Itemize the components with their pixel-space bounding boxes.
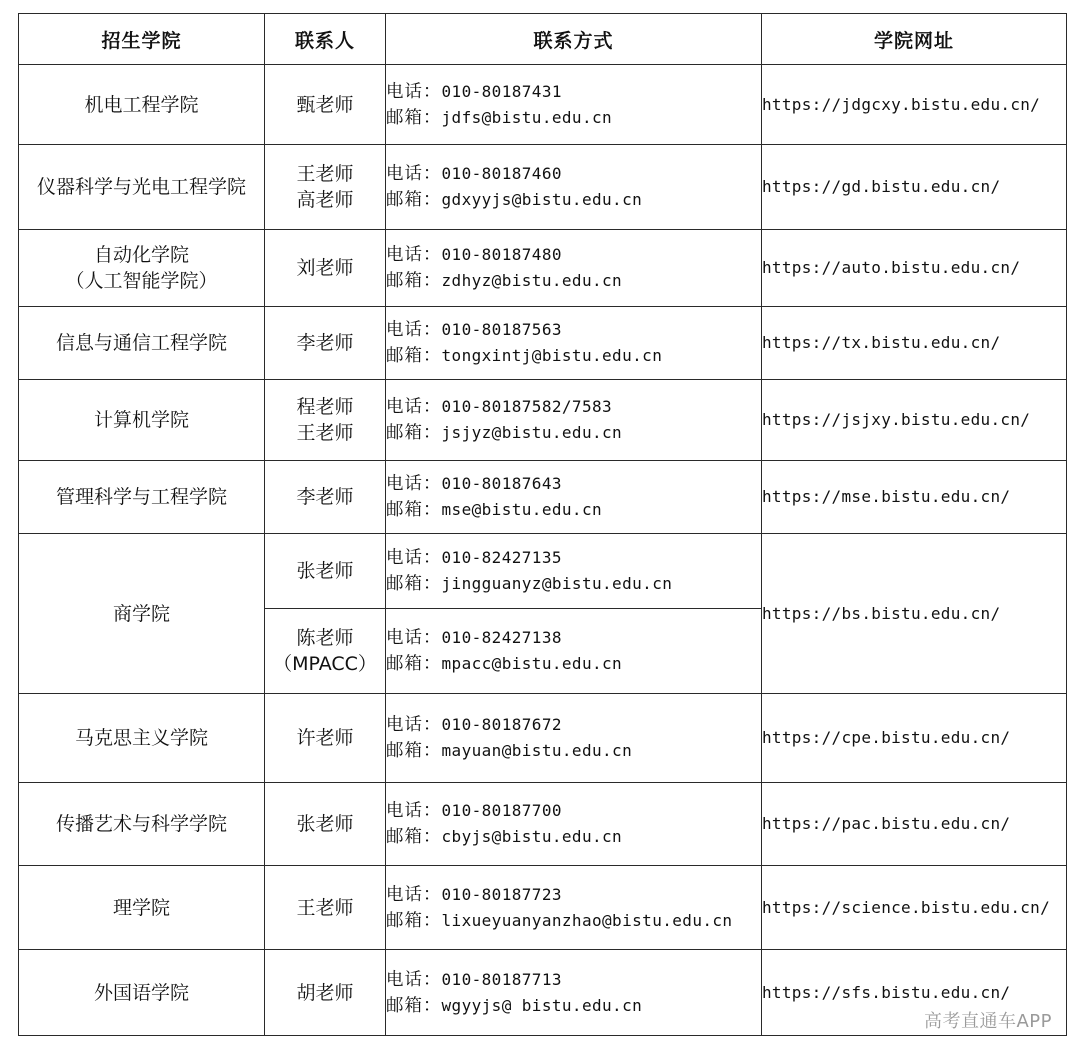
table-row: [19, 65, 1067, 145]
table-row: [19, 307, 1067, 380]
contact-person-cell: [265, 380, 386, 461]
contact-method-cell: [386, 609, 762, 694]
phone-number: 010-80187723: [441, 884, 562, 904]
phone-label: 电话：: [386, 164, 442, 184]
phone-label: 电话：: [386, 548, 442, 568]
email-address: mpacc@bistu.edu.cn: [441, 654, 623, 673]
contact-person-name: 王老师: [296, 163, 354, 185]
email-line: [386, 268, 761, 294]
table-row: [19, 380, 1067, 461]
website-cell: https://mse.bistu.edu.cn/: [762, 461, 1067, 534]
table-row: [19, 145, 1067, 230]
table-row: [19, 461, 1067, 534]
email-address: wgyyjs@ bistu.edu.cn: [441, 995, 643, 1015]
college-cell: [19, 230, 265, 307]
table-row: [19, 950, 1067, 1036]
email-line: [386, 571, 761, 597]
contact-person-name: 王老师: [296, 896, 354, 919]
email-line: [386, 651, 761, 677]
phone-label: 电话：: [386, 81, 442, 102]
college-name: 机电工程学院: [84, 93, 199, 116]
contact-person-name: 许老师: [296, 727, 354, 749]
contact-person-cell: [265, 65, 386, 145]
watermark: 高考直通车APP: [923, 1011, 1052, 1032]
phone-line: [386, 317, 761, 343]
contact-person-cell: [265, 534, 386, 609]
phone-line: [386, 79, 761, 105]
phone-number: 010-80187563: [441, 320, 562, 339]
phone-line: [386, 967, 761, 993]
contact-person-name: 张老师: [296, 560, 354, 582]
contact-person-name: 李老师: [296, 486, 354, 508]
email-label: 邮箱：: [386, 741, 442, 761]
contact-method-cell: [386, 380, 762, 461]
phone-line: [386, 161, 761, 187]
phone-line: [386, 882, 761, 908]
email-label: 邮箱：: [386, 346, 442, 366]
college-name: 传播艺术与科学学院: [55, 813, 227, 835]
phone-label: 电话：: [386, 320, 442, 340]
email-label: 邮箱：: [386, 574, 442, 594]
table-row: [19, 783, 1067, 866]
contact-method-cell: [386, 783, 762, 866]
table-row: [19, 230, 1067, 307]
website-cell: https://science.bistu.edu.cn/: [762, 866, 1067, 950]
email-address: mayuan@bistu.edu.cn: [441, 741, 633, 760]
college-cell: [19, 145, 265, 230]
website-cell: https://auto.bistu.edu.cn/: [762, 230, 1067, 307]
email-address: cbyjs@bistu.edu.cn: [441, 827, 623, 846]
email-label: 邮箱：: [386, 107, 442, 128]
header-contact-method: 联系方式: [386, 14, 762, 65]
email-address: jingguanyz@bistu.edu.cn: [441, 574, 673, 593]
college-name: 马克思主义学院: [74, 727, 208, 749]
phone-label: 电话：: [386, 397, 442, 417]
contact-person-name: 甄老师: [296, 93, 354, 116]
email-label: 邮箱：: [386, 500, 442, 520]
email-address: jdfs@bistu.edu.cn: [441, 107, 613, 127]
header-college: 招生学院: [19, 14, 265, 65]
college-cell: [19, 950, 265, 1036]
header-contact-person: 联系人: [265, 14, 386, 65]
email-label: 邮箱：: [386, 190, 442, 210]
contact-method-cell: [386, 230, 762, 307]
phone-label: 电话：: [386, 715, 442, 735]
phone-line: [386, 242, 761, 268]
contact-method-cell: [386, 307, 762, 380]
college-cell: [19, 65, 265, 145]
college-cell: [19, 694, 265, 783]
college-name: 信息与通信工程学院: [55, 332, 227, 354]
phone-label: 电话：: [386, 245, 442, 265]
email-line: [386, 824, 761, 850]
phone-label: 电话：: [386, 474, 442, 494]
contact-person-name: 陈老师: [296, 627, 354, 649]
phone-label: 电话：: [386, 969, 442, 990]
contact-person-cell: [265, 230, 386, 307]
header-website: 学院网址: [762, 14, 1067, 65]
email-line: [386, 105, 761, 131]
website-cell: https://tx.bistu.edu.cn/: [762, 307, 1067, 380]
phone-number: 010-82427135: [441, 548, 562, 567]
email-address: jsjyz@bistu.edu.cn: [441, 423, 623, 442]
email-line: [386, 187, 761, 213]
phone-label: 电话：: [386, 801, 442, 821]
contact-method-cell: [386, 950, 762, 1036]
phone-number: 010-82427138: [441, 628, 562, 647]
college-name: 自动化学院: [93, 244, 189, 266]
website-cell: https://bs.bistu.edu.cn/: [762, 534, 1067, 694]
website-cell: https://sfs.bistu.edu.cn/: [762, 950, 1067, 1036]
email-line: [386, 908, 761, 934]
phone-label: 电话：: [386, 628, 442, 648]
college-name: 计算机学院: [93, 409, 189, 431]
contact-table: [18, 13, 1067, 1036]
phone-number: 010-80187672: [441, 715, 562, 734]
table-header-row: [19, 14, 1067, 65]
contact-person-cell: [265, 145, 386, 230]
table-row: [19, 534, 1067, 609]
contact-person-name: 刘老师: [296, 257, 354, 279]
contact-method-cell: [386, 694, 762, 783]
phone-number: 010-80187700: [441, 801, 562, 820]
college-cell: [19, 307, 265, 380]
email-line: [386, 993, 761, 1019]
college-cell: [19, 534, 265, 694]
phone-number: 010-80187643: [441, 474, 562, 493]
college-cell: [19, 866, 265, 950]
email-line: [386, 738, 761, 764]
email-label: 邮箱：: [386, 827, 442, 847]
email-label: 邮箱：: [386, 995, 442, 1016]
email-address: mse@bistu.edu.cn: [441, 500, 603, 519]
email-label: 邮箱：: [386, 654, 442, 674]
phone-number: 010-80187480: [441, 245, 562, 264]
email-label: 邮箱：: [386, 423, 442, 443]
phone-label: 电话：: [386, 884, 442, 905]
table-body: [19, 65, 1067, 1036]
contact-person-cell: [265, 461, 386, 534]
contact-person-cell: [265, 783, 386, 866]
contact-person-cell: [265, 609, 386, 694]
contact-method-cell: [386, 461, 762, 534]
email-line: [386, 420, 761, 446]
contact-person-name: 高老师: [296, 189, 354, 211]
phone-number: 010-80187582/7583: [441, 397, 613, 416]
college-cell: [19, 461, 265, 534]
website-cell: https://cpe.bistu.edu.cn/: [762, 694, 1067, 783]
website-cell: https://jsjxy.bistu.edu.cn/: [762, 380, 1067, 461]
college-name: 外国语学院: [93, 981, 189, 1004]
table-row: [19, 866, 1067, 950]
college-name: 理学院: [112, 896, 170, 919]
email-address: zdhyz@bistu.edu.cn: [441, 271, 623, 290]
email-label: 邮箱：: [386, 910, 442, 931]
phone-line: [386, 471, 761, 497]
email-line: [386, 497, 761, 523]
email-address: gdxyyjs@bistu.edu.cn: [441, 190, 643, 209]
contact-person-cell: [265, 866, 386, 950]
email-address: lixueyuanyanzhao@bistu.edu.cn: [441, 910, 733, 930]
contact-person-name: （MPACC）: [273, 653, 377, 675]
contact-method-cell: [386, 534, 762, 609]
contact-person-name: 王老师: [296, 422, 354, 444]
college-cell: [19, 380, 265, 461]
phone-line: [386, 625, 761, 651]
college-name: 管理科学与工程学院: [55, 486, 227, 508]
college-name: 仪器科学与光电工程学院: [36, 176, 246, 198]
contact-person-cell: [265, 694, 386, 783]
contact-method-cell: [386, 145, 762, 230]
phone-number: 010-80187460: [441, 164, 562, 183]
college-name: 商学院: [112, 602, 170, 625]
contact-person-name: 胡老师: [296, 981, 354, 1004]
phone-line: [386, 712, 761, 738]
table-row: [19, 694, 1067, 783]
contact-person-cell: [265, 307, 386, 380]
website-cell: https://gd.bistu.edu.cn/: [762, 145, 1067, 230]
website-cell: https://pac.bistu.edu.cn/: [762, 783, 1067, 866]
college-cell: [19, 783, 265, 866]
phone-number: 010-80187713: [441, 969, 562, 989]
contact-person-name: 程老师: [296, 396, 354, 418]
college-name: （人工智能学院）: [65, 270, 218, 292]
contact-person-cell: [265, 950, 386, 1036]
contact-method-cell: [386, 65, 762, 145]
phone-line: [386, 394, 761, 420]
phone-line: [386, 798, 761, 824]
website-cell: https://jdgcxy.bistu.edu.cn/: [762, 65, 1067, 145]
email-address: tongxintj@bistu.edu.cn: [441, 346, 663, 365]
contact-person-name: 李老师: [296, 332, 354, 354]
email-line: [386, 343, 761, 369]
phone-number: 010-80187431: [441, 81, 562, 101]
contact-method-cell: [386, 866, 762, 950]
contact-person-name: 张老师: [296, 813, 354, 835]
phone-line: [386, 545, 761, 571]
email-label: 邮箱：: [386, 271, 442, 291]
